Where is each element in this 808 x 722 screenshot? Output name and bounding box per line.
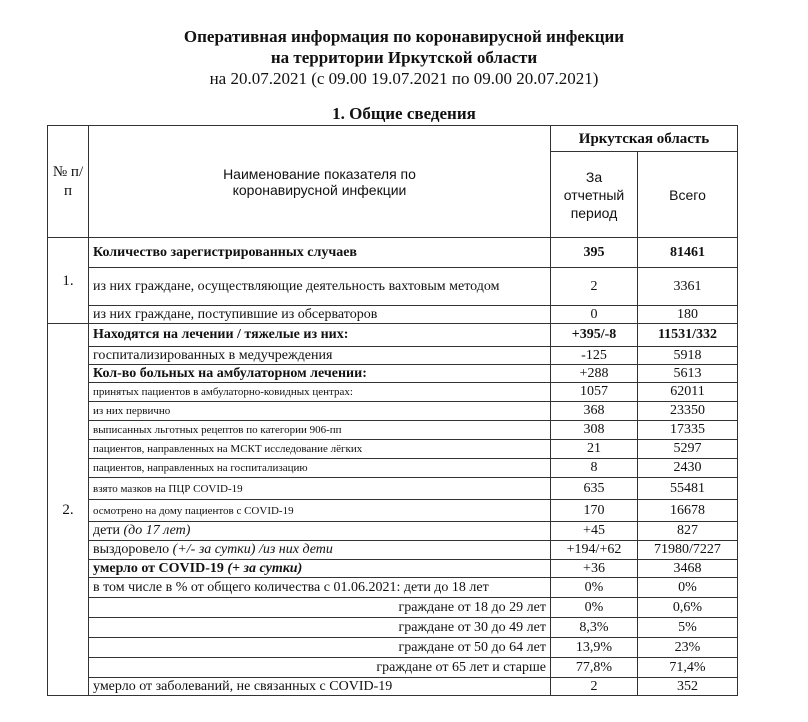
- row-label: осмотрено на дому пациентов с COVID-19: [89, 500, 551, 522]
- row-label: граждане от 18 до 29 лет: [89, 598, 551, 618]
- row-label: пациентов, направленных на МСКТ исследование лёгких: [89, 440, 551, 459]
- row-total: 5918: [638, 347, 738, 365]
- header-indicator-name: Наименование показателя по коронавирусной инфекции: [89, 126, 551, 238]
- row-total: 3468: [638, 560, 738, 578]
- report-date: на 20.07.2021 (с 09.00 19.07.2021 по 09.00 20.07.2021): [209, 69, 599, 88]
- row-total: 62011: [638, 383, 738, 402]
- row-total: 2430: [638, 459, 738, 478]
- row-total: 5297: [638, 440, 738, 459]
- row-label: выздоровело (+/- за сутки) /из них дети: [89, 541, 551, 560]
- row-label: принятых пациентов в амбулаторно-ковидных центрах:: [89, 383, 551, 402]
- row-period: +194/+62: [551, 541, 638, 560]
- row-total: 17335: [638, 421, 738, 440]
- row-label: граждане от 50 до 64 лет: [89, 638, 551, 658]
- row-total: 81461: [638, 238, 738, 268]
- row-total: 23350: [638, 402, 738, 421]
- row-period: 395: [551, 238, 638, 268]
- row-total: 0%: [638, 578, 738, 598]
- row-period: 21: [551, 440, 638, 459]
- row-period: +36: [551, 560, 638, 578]
- row-period: 170: [551, 500, 638, 522]
- row-label: госпитализированных в медучреждения: [89, 347, 551, 365]
- row-period: 77,8%: [551, 658, 638, 678]
- row-label: умерло от COVID-19 (+ за сутки): [89, 560, 551, 578]
- row-period: 0%: [551, 598, 638, 618]
- row-period: 13,9%: [551, 638, 638, 658]
- row-total: 3361: [638, 268, 738, 306]
- row-total: 0,6%: [638, 598, 738, 618]
- group-num: 1.: [48, 238, 89, 324]
- row-total: 5%: [638, 618, 738, 638]
- row-total: 55481: [638, 478, 738, 500]
- row-total: 11531/332: [638, 324, 738, 347]
- covid-stats-table: [47, 125, 738, 696]
- row-label: Количество зарегистрированных случаев: [89, 238, 551, 268]
- row-period: 2: [551, 268, 638, 306]
- row-label: Кол-во больных на амбулаторном лечении:: [89, 365, 551, 383]
- row-period: 1057: [551, 383, 638, 402]
- section-title: 1. Общие сведения: [332, 104, 476, 123]
- row-total: 5613: [638, 365, 738, 383]
- row-total: 71980/7227: [638, 541, 738, 560]
- header-period: За отчетный период: [551, 152, 638, 238]
- document-title: Оперативная информация по коронавирусной инфекции: [183, 27, 625, 46]
- row-total: 71,4%: [638, 658, 738, 678]
- row-period: 0%: [551, 578, 638, 598]
- row-period: 8: [551, 459, 638, 478]
- row-period: +45: [551, 522, 638, 541]
- row-label: пациентов, направленных на госпитализацию: [89, 459, 551, 478]
- row-period: 308: [551, 421, 638, 440]
- document-subtitle: на территории Иркутской области: [270, 48, 538, 67]
- row-total: 16678: [638, 500, 738, 522]
- row-label: дети (до 17 лет): [89, 522, 551, 541]
- row-period: 635: [551, 478, 638, 500]
- row-label: из них первично: [89, 402, 551, 421]
- row-label: выписанных льготных рецептов по категории 906-пп: [89, 421, 551, 440]
- row-label: в том числе в % от общего количества с 01.06.2021: дети до 18 лет: [89, 578, 551, 598]
- row-period: 8,3%: [551, 618, 638, 638]
- row-label: из них граждане, поступившие из обсерваторов: [89, 306, 551, 324]
- row-label: граждане от 65 лет и старше: [89, 658, 551, 678]
- row-period: +288: [551, 365, 638, 383]
- row-label: из них граждане, осуществляющие деятельность вахтовым методом: [89, 268, 551, 306]
- row-label: взято мазков на ПЦР COVID-19: [89, 478, 551, 500]
- row-total: 352: [638, 678, 738, 696]
- row-total: 180: [638, 306, 738, 324]
- row-period: +395/-8: [551, 324, 638, 347]
- row-period: 0: [551, 306, 638, 324]
- row-label: Находятся на лечении / тяжелые из них:: [89, 324, 551, 347]
- group-num: 2.: [48, 324, 89, 696]
- header-total: Всего: [638, 152, 738, 238]
- row-period: -125: [551, 347, 638, 365]
- row-label: граждане от 30 до 49 лет: [89, 618, 551, 638]
- row-total: 827: [638, 522, 738, 541]
- header-num: № п/п: [48, 126, 89, 238]
- header-region: Иркутская область: [551, 126, 738, 152]
- row-label: умерло от заболеваний, не связанных с COVID-19: [89, 678, 551, 696]
- row-period: 2: [551, 678, 638, 696]
- row-total: 23%: [638, 638, 738, 658]
- row-period: 368: [551, 402, 638, 421]
